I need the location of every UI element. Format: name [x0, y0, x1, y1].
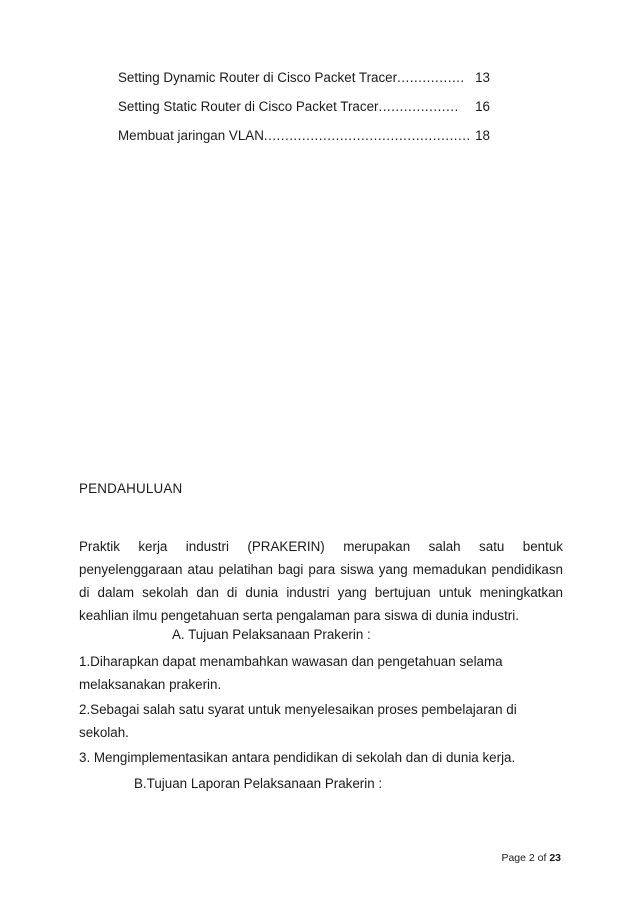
toc-entry[interactable]: [118, 70, 490, 99]
intro-first-line: Praktik kerja industri (PRAKERIN) merupakan salah satu bentuk: [79, 539, 563, 554]
page-total: 23: [549, 852, 561, 864]
toc-entry-title: Setting Static Router di Cisco Packet Tracer: [118, 99, 379, 114]
toc-entry-leader: .................................................: [263, 128, 471, 143]
toc-entry-leader: ...................: [378, 99, 459, 114]
objective-item: 3. Mengimplementasikan antara pendidikan di sekolah dan di dunia kerja.: [79, 750, 516, 765]
toc-entry-page: 16: [475, 99, 490, 114]
toc-entry-page: 18: [475, 128, 490, 143]
objective-item: 2.Sebagai salah satu syarat untuk menyelesaikan proses pembelajaran di sekolah.: [79, 702, 517, 740]
toc-entry-title: Membuat jaringan VLAN: [118, 128, 264, 143]
page-footer: [501, 852, 561, 864]
sub-heading-objectives: A. Tujuan Pelaksanaan Prakerin :: [172, 627, 371, 642]
intro-rest: penyelenggaraan atau pelatihan bagi para siswa yang memadukan pendidikasn di dalam sekolah dan di dunia industri yang bertujuan untuk meningkatkan keahlian ilmu pengetahuan serta pengalaman para siswa di dunia industri.: [79, 562, 563, 623]
toc-entry-leader: ................: [397, 70, 465, 85]
toc-entry[interactable]: [118, 128, 490, 157]
toc-entry-page: 13: [475, 70, 490, 85]
page-number-prefix: Page 2 of: [501, 852, 550, 864]
sub-heading-report-objectives: B.Tujuan Laporan Pelaksanaan Prakerin :: [134, 776, 383, 791]
intro-paragraph: [79, 535, 563, 627]
toc-entry-title: Setting Dynamic Router di Cisco Packet Tracer: [118, 70, 398, 85]
section-heading: PENDAHULUAN: [79, 481, 183, 496]
toc-entry[interactable]: [118, 99, 490, 128]
table-of-contents: [118, 70, 490, 157]
objective-item: 1.Diharapkan dapat menambahkan wawasan dan pengetahuan selama melaksanakan prakerin.: [79, 654, 503, 692]
